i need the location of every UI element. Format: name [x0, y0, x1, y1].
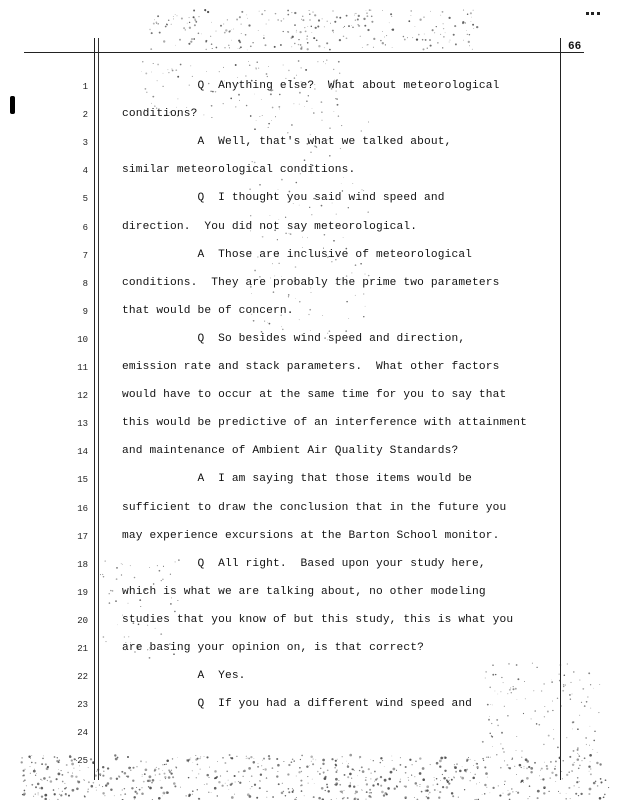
- transcript-line: A I am saying that those items would be: [122, 473, 473, 486]
- transcript-line: that would be of concern.: [122, 304, 294, 317]
- line-number: 1: [82, 82, 88, 92]
- line-number: 15: [77, 475, 88, 486]
- line-number: 18: [77, 559, 88, 570]
- transcript-line: sufficient to draw the conclusion that in the future you: [122, 501, 507, 514]
- transcript-line: Q So besides wind speed and direction,: [122, 332, 466, 345]
- line-number: 24: [77, 728, 88, 739]
- transcript-line: conditions. They are probably the prime two parameters: [122, 276, 500, 289]
- transcript-line: Q Anything else? What about meteorological: [122, 80, 500, 92]
- transcript-line: and maintenance of Ambient Air Quality Standards?: [122, 445, 459, 458]
- line-number: 11: [77, 363, 88, 373]
- transcript-line: studies that you know of but this study, this is what you: [122, 613, 514, 626]
- transcript-line: emission rate and stack parameters. What other factors: [122, 361, 500, 373]
- transcript-line: Q All right. Based upon your study here,: [122, 557, 486, 570]
- transcript-line: this would be predictive of an interference with attainment: [122, 417, 527, 430]
- transcript-line: Q If you had a different wind speed and: [122, 698, 473, 711]
- line-number: 14: [77, 447, 88, 458]
- line-number: 17: [77, 531, 88, 542]
- transcript-line: A Yes.: [122, 670, 246, 683]
- line-number: 6: [82, 222, 88, 233]
- line-number: 10: [77, 334, 88, 345]
- line-number: 13: [77, 419, 88, 430]
- line-number: 19: [77, 587, 88, 598]
- line-number: 12: [77, 391, 88, 402]
- line-number: 25: [77, 756, 88, 767]
- transcript-line: Q I thought you said wind speed and: [122, 192, 445, 205]
- transcript-line: A Those are inclusive of meteorological: [122, 248, 473, 261]
- transcript-line: direction. You did not say meteorological.: [122, 220, 418, 233]
- transcript-line: similar meteorological conditions.: [122, 164, 356, 177]
- page-number: 66: [568, 41, 582, 53]
- line-number: 22: [77, 672, 88, 683]
- transcript-line: may experience excursions at the Barton School monitor.: [122, 529, 500, 542]
- line-number: 16: [77, 503, 88, 514]
- line-number: 3: [82, 138, 88, 149]
- line-number: 5: [82, 194, 88, 205]
- transcript-line: would have to occur at the same time for you to say that: [122, 389, 507, 402]
- transcript-line: conditions?: [122, 108, 198, 121]
- line-number: 2: [82, 110, 88, 121]
- line-number: 21: [77, 644, 88, 654]
- line-number: 9: [82, 306, 88, 317]
- transcript-line: A Well, that's what we talked about,: [122, 136, 452, 149]
- transcript-line: are basing your opinion on, is that correct?: [122, 642, 424, 654]
- line-number: 20: [77, 615, 88, 626]
- line-number: 7: [82, 250, 88, 261]
- line-number: 4: [82, 166, 88, 177]
- line-number: 8: [82, 278, 88, 289]
- line-number: 23: [77, 700, 88, 711]
- transcript-line: which is what we are talking about, no other modeling: [122, 585, 486, 598]
